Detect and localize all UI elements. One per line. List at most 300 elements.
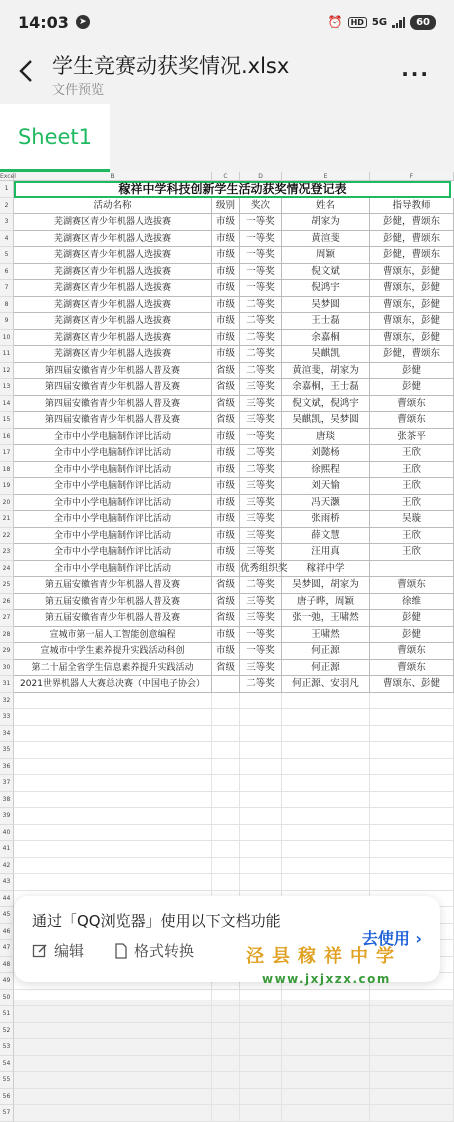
- table-cell[interactable]: 市级: [212, 313, 240, 330]
- table-cell[interactable]: 市级: [212, 445, 240, 462]
- table-cell[interactable]: 三等奖: [240, 660, 282, 677]
- table-row: [0, 990, 454, 1007]
- empty-cell[interactable]: [240, 1072, 282, 1089]
- row-number: 54: [0, 1056, 14, 1073]
- table-cell[interactable]: 优秀组织奖: [240, 561, 282, 578]
- empty-cell[interactable]: [212, 1023, 240, 1040]
- table-cell[interactable]: 省级: [212, 379, 240, 396]
- empty-cell[interactable]: [212, 1039, 240, 1056]
- table-cell[interactable]: 何正源: [282, 643, 370, 660]
- row-number: 47: [0, 940, 14, 957]
- empty-cell[interactable]: [240, 1105, 282, 1122]
- empty-cell[interactable]: [282, 990, 370, 1007]
- empty-cell[interactable]: [370, 759, 454, 776]
- empty-cell[interactable]: [240, 808, 282, 825]
- empty-cell[interactable]: [282, 726, 370, 743]
- empty-cell[interactable]: [282, 874, 370, 891]
- table-cell[interactable]: 市级: [212, 297, 240, 314]
- table-cell[interactable]: 二等奖: [240, 577, 282, 594]
- empty-cell[interactable]: [212, 693, 240, 710]
- header-cell[interactable]: 指导教师: [370, 198, 454, 215]
- empty-cell[interactable]: [282, 792, 370, 809]
- table-row: [0, 181, 454, 198]
- header-cell[interactable]: 姓名: [282, 198, 370, 215]
- empty-cell[interactable]: [370, 808, 454, 825]
- row-number: 38: [0, 792, 14, 809]
- table-cell[interactable]: 倪鸿宇: [282, 280, 370, 297]
- table-cell[interactable]: 芜湖赛区青少年机器人选拔赛: [14, 280, 212, 297]
- table-cell[interactable]: 曹颂东，彭健: [370, 264, 454, 281]
- empty-cell[interactable]: [240, 1089, 282, 1106]
- column-header: F: [370, 172, 454, 181]
- row-number: 50: [0, 990, 14, 1007]
- table-cell[interactable]: 芜湖赛区青少年机器人选拔赛: [14, 264, 212, 281]
- sheet-title-cell[interactable]: 稼祥中学科技创新学生活动获奖情况登记表: [14, 181, 451, 198]
- network-label: 5G: [371, 16, 388, 28]
- table-cell[interactable]: 市级: [212, 511, 240, 528]
- table-cell[interactable]: 一等奖: [240, 247, 282, 264]
- table-cell[interactable]: 市级: [212, 280, 240, 297]
- empty-cell[interactable]: [282, 825, 370, 842]
- table-cell[interactable]: 二等奖: [240, 445, 282, 462]
- empty-cell[interactable]: [282, 775, 370, 792]
- empty-cell[interactable]: [212, 1105, 240, 1122]
- back-arrow-icon[interactable]: [16, 58, 38, 84]
- empty-cell[interactable]: [212, 990, 240, 1007]
- empty-cell[interactable]: [282, 709, 370, 726]
- table-cell[interactable]: 二等奖: [240, 313, 282, 330]
- empty-cell[interactable]: [370, 775, 454, 792]
- table-cell[interactable]: 吴麒凯，吴梦圆: [282, 412, 370, 429]
- table-cell[interactable]: 吴璇: [370, 511, 454, 528]
- empty-cell[interactable]: [240, 693, 282, 710]
- empty-cell[interactable]: [212, 792, 240, 809]
- row-number: 10: [0, 330, 14, 347]
- empty-cell[interactable]: [282, 742, 370, 759]
- table-cell[interactable]: 倪文斌，倪鸿宇: [282, 396, 370, 413]
- table-cell[interactable]: 二等奖: [240, 297, 282, 314]
- empty-cell[interactable]: [240, 792, 282, 809]
- table-cell[interactable]: 省级: [212, 610, 240, 627]
- table-cell[interactable]: 省级: [212, 412, 240, 429]
- empty-cell[interactable]: [370, 874, 454, 891]
- table-row: [0, 858, 454, 875]
- more-menu-icon[interactable]: ···: [401, 62, 430, 86]
- table-cell[interactable]: 吴梦圆: [282, 297, 370, 314]
- table-row: [0, 280, 454, 297]
- column-header: E: [282, 172, 370, 181]
- empty-cell[interactable]: [14, 808, 212, 825]
- table-cell[interactable]: 三等奖: [240, 478, 282, 495]
- row-number: 19: [0, 478, 14, 495]
- table-cell[interactable]: 市级: [212, 346, 240, 363]
- empty-cell[interactable]: [282, 808, 370, 825]
- table-cell[interactable]: 彭健，曹颂东: [370, 346, 454, 363]
- row-number: 49: [0, 973, 14, 990]
- table-row: [0, 841, 454, 858]
- empty-cell[interactable]: [212, 1056, 240, 1073]
- table-cell[interactable]: 芜湖赛区青少年机器人选拔赛: [14, 330, 212, 347]
- empty-cell[interactable]: [212, 775, 240, 792]
- empty-cell[interactable]: [240, 1006, 282, 1023]
- empty-cell[interactable]: [14, 1105, 212, 1122]
- table-row: [0, 874, 454, 891]
- table-cell[interactable]: 彭健: [370, 363, 454, 380]
- table-cell[interactable]: 二等奖: [240, 346, 282, 363]
- table-cell[interactable]: 市级: [212, 330, 240, 347]
- table-cell[interactable]: 市级: [212, 627, 240, 644]
- empty-cell[interactable]: [240, 709, 282, 726]
- empty-cell[interactable]: [14, 1089, 212, 1106]
- empty-cell[interactable]: [14, 825, 212, 842]
- row-number: 22: [0, 528, 14, 545]
- table-cell[interactable]: 吴麒凯: [282, 346, 370, 363]
- empty-cell[interactable]: [282, 1056, 370, 1073]
- empty-cell[interactable]: [240, 1056, 282, 1073]
- empty-cell[interactable]: [240, 874, 282, 891]
- table-cell[interactable]: 第四届安徽省青少年机器人普及赛: [14, 396, 212, 413]
- table-cell[interactable]: 全市中小学电脑制作评比活动: [14, 495, 212, 512]
- table-cell[interactable]: 王士磊: [282, 313, 370, 330]
- table-cell[interactable]: 市级: [212, 544, 240, 561]
- table-cell[interactable]: 曹颂东: [370, 396, 454, 413]
- table-cell[interactable]: 彭健，曹颂东: [370, 231, 454, 248]
- row-number: 13: [0, 379, 14, 396]
- table-cell[interactable]: 一等奖: [240, 264, 282, 281]
- table-cell[interactable]: 唐子晔，周颖: [282, 594, 370, 611]
- empty-cell[interactable]: [240, 1023, 282, 1040]
- table-row: [0, 231, 454, 248]
- empty-cell[interactable]: [370, 792, 454, 809]
- empty-cell[interactable]: [14, 874, 212, 891]
- table-cell[interactable]: 第五届安徽省青少年机器人普及赛: [14, 577, 212, 594]
- empty-cell[interactable]: [370, 742, 454, 759]
- table-cell[interactable]: 余嘉桐: [282, 330, 370, 347]
- table-cell[interactable]: 全市中小学电脑制作评比活动: [14, 528, 212, 545]
- table-cell[interactable]: 冯天灏: [282, 495, 370, 512]
- empty-cell[interactable]: [282, 841, 370, 858]
- table-cell[interactable]: 王欣: [370, 528, 454, 545]
- empty-cell[interactable]: [282, 1072, 370, 1089]
- table-cell[interactable]: 三等奖: [240, 610, 282, 627]
- table-cell[interactable]: 全市中小学电脑制作评比活动: [14, 561, 212, 578]
- table-cell[interactable]: 彭健: [370, 379, 454, 396]
- table-cell[interactable]: 三等奖: [240, 396, 282, 413]
- table-cell[interactable]: 市级: [212, 643, 240, 660]
- table-cell[interactable]: 芜湖赛区青少年机器人选拔赛: [14, 346, 212, 363]
- empty-cell[interactable]: [240, 825, 282, 842]
- spreadsheet[interactable]: [0, 172, 454, 1116]
- empty-cell[interactable]: [370, 825, 454, 842]
- empty-cell[interactable]: [370, 726, 454, 743]
- table-cell[interactable]: 黄渲斐，胡家为: [282, 363, 370, 380]
- row-number: 39: [0, 808, 14, 825]
- edit-action[interactable]: [32, 940, 84, 961]
- empty-cell[interactable]: [14, 990, 212, 1007]
- table-cell[interactable]: 市级: [212, 429, 240, 446]
- table-cell[interactable]: 市级: [212, 214, 240, 231]
- empty-cell[interactable]: [14, 742, 212, 759]
- row-number: 1: [0, 181, 14, 198]
- table-cell[interactable]: 唐琰: [282, 429, 370, 446]
- empty-cell[interactable]: [14, 841, 212, 858]
- table-cell[interactable]: 二等奖: [240, 363, 282, 380]
- table-cell[interactable]: 市级: [212, 231, 240, 248]
- table-cell[interactable]: 市级: [212, 528, 240, 545]
- empty-cell[interactable]: [14, 1023, 212, 1040]
- table-cell[interactable]: 全市中小学电脑制作评比活动: [14, 511, 212, 528]
- table-cell[interactable]: 王欣: [370, 462, 454, 479]
- table-cell[interactable]: 曹颂东、彭健: [370, 676, 454, 693]
- table-cell[interactable]: 三等奖: [240, 594, 282, 611]
- empty-cell[interactable]: [14, 1072, 212, 1089]
- table-cell[interactable]: 芜湖赛区青少年机器人选拔赛: [14, 297, 212, 314]
- table-cell[interactable]: 三等奖: [240, 544, 282, 561]
- empty-cell[interactable]: [14, 858, 212, 875]
- table-cell[interactable]: 市级: [212, 561, 240, 578]
- empty-cell[interactable]: [212, 759, 240, 776]
- table-cell[interactable]: 三等奖: [240, 511, 282, 528]
- empty-cell[interactable]: [282, 858, 370, 875]
- row-number: 11: [0, 346, 14, 363]
- table-cell[interactable]: 省级: [212, 577, 240, 594]
- empty-cell[interactable]: [370, 709, 454, 726]
- table-cell[interactable]: 一等奖: [240, 643, 282, 660]
- table-row: [0, 264, 454, 281]
- empty-cell[interactable]: [282, 693, 370, 710]
- table-cell[interactable]: 一等奖: [240, 627, 282, 644]
- table-cell[interactable]: 芜湖赛区青少年机器人选拔赛: [14, 214, 212, 231]
- empty-cell[interactable]: [370, 1039, 454, 1056]
- table-cell[interactable]: 三等奖: [240, 528, 282, 545]
- empty-cell[interactable]: [212, 825, 240, 842]
- table-cell[interactable]: 市级: [212, 247, 240, 264]
- table-cell[interactable]: 全市中小学电脑制作评比活动: [14, 462, 212, 479]
- table-cell[interactable]: [370, 561, 454, 578]
- empty-cell[interactable]: [212, 808, 240, 825]
- empty-cell[interactable]: [240, 742, 282, 759]
- table-row: [0, 742, 454, 759]
- header-cell[interactable]: 级别: [212, 198, 240, 215]
- empty-cell[interactable]: [370, 1006, 454, 1023]
- table-cell[interactable]: 市级: [212, 495, 240, 512]
- table-cell[interactable]: 黄渲斐: [282, 231, 370, 248]
- table-row: [0, 198, 454, 215]
- table-cell[interactable]: 王欣: [370, 544, 454, 561]
- row-number: 52: [0, 1023, 14, 1040]
- table-cell[interactable]: 曹颂东，彭健: [370, 297, 454, 314]
- table-cell[interactable]: 曹颂东，彭健: [370, 280, 454, 297]
- row-number: 25: [0, 577, 14, 594]
- empty-cell[interactable]: [212, 742, 240, 759]
- table-cell[interactable]: 第四届安徽省青少年机器人普及赛: [14, 379, 212, 396]
- empty-cell[interactable]: [212, 874, 240, 891]
- row-number: 7: [0, 280, 14, 297]
- table-cell[interactable]: 三等奖: [240, 412, 282, 429]
- header-cell[interactable]: 活动名称: [14, 198, 212, 215]
- empty-cell[interactable]: [212, 1006, 240, 1023]
- table-cell[interactable]: 曹颂东: [370, 660, 454, 677]
- empty-cell[interactable]: [282, 759, 370, 776]
- table-cell[interactable]: 省级: [212, 396, 240, 413]
- table-cell[interactable]: 市级: [212, 462, 240, 479]
- empty-cell[interactable]: [282, 1039, 370, 1056]
- empty-cell[interactable]: [212, 1072, 240, 1089]
- table-cell[interactable]: 张茶平: [370, 429, 454, 446]
- table-cell[interactable]: 二等奖: [240, 676, 282, 693]
- empty-cell[interactable]: [240, 858, 282, 875]
- empty-cell[interactable]: [370, 1056, 454, 1073]
- empty-cell[interactable]: [240, 1039, 282, 1056]
- table-cell[interactable]: 王欣: [370, 495, 454, 512]
- table-cell[interactable]: 芜湖赛区青少年机器人选拔赛: [14, 247, 212, 264]
- table-cell[interactable]: 胡家为: [282, 214, 370, 231]
- table-cell[interactable]: 曹颂东: [370, 412, 454, 429]
- empty-cell[interactable]: [370, 841, 454, 858]
- empty-cell[interactable]: [370, 1023, 454, 1040]
- table-cell[interactable]: 倪文斌: [282, 264, 370, 281]
- table-cell[interactable]: 汪用真: [282, 544, 370, 561]
- empty-cell[interactable]: [282, 1006, 370, 1023]
- empty-cell[interactable]: [240, 726, 282, 743]
- empty-cell[interactable]: [370, 990, 454, 1007]
- table-cell[interactable]: 芜湖赛区青少年机器人选拔赛: [14, 313, 212, 330]
- table-cell[interactable]: 余嘉桐，王士磊: [282, 379, 370, 396]
- table-cell[interactable]: 彭健: [370, 610, 454, 627]
- table-cell[interactable]: 何正源: [282, 660, 370, 677]
- empty-cell[interactable]: [212, 858, 240, 875]
- empty-cell[interactable]: [14, 759, 212, 776]
- table-cell[interactable]: 全市中小学电脑制作评比活动: [14, 478, 212, 495]
- battery-icon: 60: [410, 15, 436, 30]
- empty-cell[interactable]: [282, 1023, 370, 1040]
- table-cell[interactable]: 刘天愉: [282, 478, 370, 495]
- row-number: 46: [0, 924, 14, 941]
- empty-cell[interactable]: [282, 1105, 370, 1122]
- table-cell[interactable]: 省级: [212, 594, 240, 611]
- table-cell[interactable]: 何正源、安羽凡: [282, 676, 370, 693]
- table-cell[interactable]: 第四届安徽省青少年机器人普及赛: [14, 412, 212, 429]
- table-cell[interactable]: 薛文慧: [282, 528, 370, 545]
- empty-cell[interactable]: [282, 1089, 370, 1106]
- table-cell[interactable]: 第五届安徽省青少年机器人普及赛: [14, 610, 212, 627]
- row-number: 9: [0, 313, 14, 330]
- empty-cell[interactable]: [240, 990, 282, 1007]
- table-cell[interactable]: 彭健: [370, 627, 454, 644]
- table-cell[interactable]: 全市中小学电脑制作评比活动: [14, 544, 212, 561]
- table-cell[interactable]: 张雨桥: [282, 511, 370, 528]
- table-row: [0, 610, 454, 627]
- empty-cell[interactable]: [14, 709, 212, 726]
- table-cell[interactable]: 全市中小学电脑制作评比活动: [14, 445, 212, 462]
- empty-cell[interactable]: [212, 1089, 240, 1106]
- row-number: 41: [0, 841, 14, 858]
- table-cell[interactable]: 宣城市第一届人工智能创意编程: [14, 627, 212, 644]
- empty-cell[interactable]: [212, 726, 240, 743]
- table-cell[interactable]: 曹颂东: [370, 643, 454, 660]
- empty-cell[interactable]: [240, 841, 282, 858]
- empty-cell[interactable]: [14, 775, 212, 792]
- empty-cell[interactable]: [370, 858, 454, 875]
- table-cell[interactable]: 三等奖: [240, 495, 282, 512]
- table-cell[interactable]: 芜湖赛区青少年机器人选拔赛: [14, 231, 212, 248]
- empty-cell[interactable]: [370, 693, 454, 710]
- table-cell[interactable]: 省级: [212, 660, 240, 677]
- table-cell[interactable]: 王欣: [370, 445, 454, 462]
- table-cell[interactable]: 全市中小学电脑制作评比活动: [14, 429, 212, 446]
- table-cell[interactable]: 张一弛，王啸然: [282, 610, 370, 627]
- table-cell[interactable]: 省级: [212, 363, 240, 380]
- sheet-tab-bar: [0, 104, 454, 172]
- table-cell[interactable]: 周颖: [282, 247, 370, 264]
- table-cell[interactable]: 曹颂东: [370, 577, 454, 594]
- table-cell[interactable]: 徐熙程: [282, 462, 370, 479]
- empty-cell[interactable]: [212, 841, 240, 858]
- empty-cell[interactable]: [240, 775, 282, 792]
- table-cell[interactable]: 二等奖: [240, 462, 282, 479]
- table-cell[interactable]: 徐维: [370, 594, 454, 611]
- empty-cell[interactable]: [14, 792, 212, 809]
- empty-cell[interactable]: [370, 1072, 454, 1089]
- table-cell[interactable]: 曹颂东，彭健: [370, 330, 454, 347]
- empty-cell[interactable]: [14, 1039, 212, 1056]
- column-header: D: [240, 172, 282, 181]
- table-cell[interactable]: 市级: [212, 264, 240, 281]
- table-cell[interactable]: 曹颂东，彭健: [370, 313, 454, 330]
- table-cell[interactable]: 第四届安徽省青少年机器人普及赛: [14, 363, 212, 380]
- empty-cell[interactable]: [14, 1006, 212, 1023]
- table-cell[interactable]: 三等奖: [240, 379, 282, 396]
- empty-cell[interactable]: [14, 1056, 212, 1073]
- prompt-title: 通过「QQ浏览器」使用以下文档功能: [32, 912, 281, 930]
- row-number: 32: [0, 693, 14, 710]
- table-cell[interactable]: [212, 676, 240, 693]
- convert-action[interactable]: [114, 940, 194, 961]
- table-cell[interactable]: 二等奖: [240, 330, 282, 347]
- header-cell[interactable]: 奖次: [240, 198, 282, 215]
- table-cell[interactable]: 王啸然: [282, 627, 370, 644]
- table-cell[interactable]: 彭健，曹颂东: [370, 214, 454, 231]
- empty-cell[interactable]: [212, 709, 240, 726]
- table-cell[interactable]: 刘懿杨: [282, 445, 370, 462]
- table-cell[interactable]: 宣城市中学生素养提升实践活动科创: [14, 643, 212, 660]
- table-cell[interactable]: 2021世界机器人大赛总决赛（中国电子协会）: [14, 676, 212, 693]
- empty-cell[interactable]: [240, 759, 282, 776]
- empty-cell[interactable]: [14, 693, 212, 710]
- table-row: [0, 759, 454, 776]
- empty-cell[interactable]: [14, 726, 212, 743]
- table-cell[interactable]: 一等奖: [240, 280, 282, 297]
- table-cell[interactable]: 一等奖: [240, 231, 282, 248]
- table-row: [0, 462, 454, 479]
- table-cell[interactable]: 彭健，曹颂东: [370, 247, 454, 264]
- table-cell[interactable]: 王欣: [370, 478, 454, 495]
- table-cell[interactable]: 一等奖: [240, 429, 282, 446]
- table-row: [0, 511, 454, 528]
- table-row: [0, 594, 454, 611]
- empty-cell[interactable]: [370, 1105, 454, 1122]
- table-cell[interactable]: 吴梦圆，胡家为: [282, 577, 370, 594]
- table-row: [0, 643, 454, 660]
- table-cell[interactable]: 稼祥中学: [282, 561, 370, 578]
- table-cell[interactable]: 市级: [212, 478, 240, 495]
- tab-sheet1[interactable]: [0, 104, 110, 172]
- table-cell[interactable]: 第五届安徽省青少年机器人普及赛: [14, 594, 212, 611]
- empty-cell[interactable]: [370, 1089, 454, 1106]
- table-cell[interactable]: 第二十届全省学生信息素养提升实践活动: [14, 660, 212, 677]
- row-number: 18: [0, 462, 14, 479]
- table-cell[interactable]: 一等奖: [240, 214, 282, 231]
